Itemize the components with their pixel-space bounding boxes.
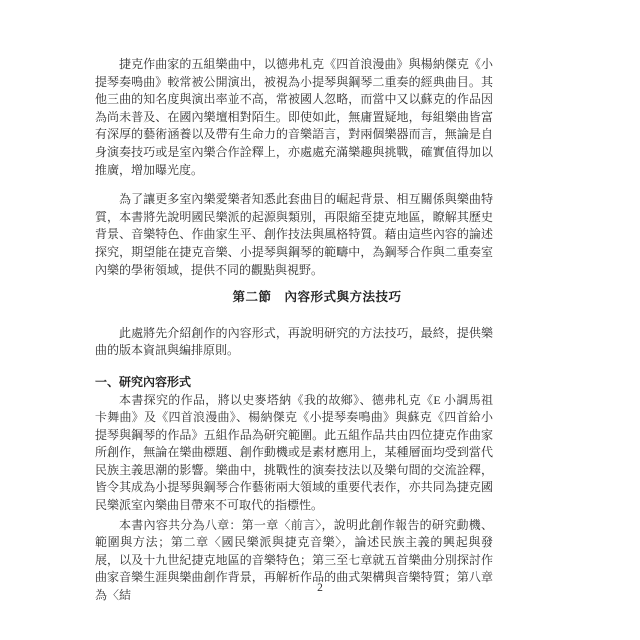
body-paragraph-3: 此處將先介紹創作的內容形式，再說明研究的方法技巧，最終，提供樂曲的版本資訊與編排原則。 [95, 325, 493, 358]
body-paragraph-2: 為了讓更多室內樂愛樂者知悉此套曲目的崛起背景、相互關係與樂曲特質，本書將先說明國民樂派的起源與類別，再限縮至捷克地區，瞭解其歷史背景、音樂特色、作曲家生平、創作技法與風格特質。藉由這些內容的論述探究，期望能在捷克音樂、小提琴與鋼琴的範疇中，為鋼琴合作與二重奏室內樂的學術領域，提供不同的觀點與視野。 [95, 192, 493, 277]
page-number: 2 [317, 582, 323, 594]
section-heading: 第二節 內容形式與方法技巧 [232, 290, 402, 305]
body-paragraph-4: 本書探究的作品，將以史麥塔納《我的故鄉》、德弗札克《E 小調馬祖卡舞曲》及《四首浪漫曲》、楊納傑克《小提琴奏鳴曲》與蘇克《四首給小提琴與鋼琴的作品》五組作品為研究範圍。此五組作品共由四位捷克作曲家所創作，無論在樂曲標題、創作動機或是素材應用上，某種層面均受到當代民族主義思潮的影響。樂曲中，挑戰性的演奏技法以及樂句間的交流詮釋，皆令其成為小提琴與鋼琴合作藝術兩大領域的重要代表作，亦共同為捷克國民樂派室內樂曲目帶來不可取代的指標性。 [95, 392, 493, 513]
subsection-heading: 一、研究內容形式 [95, 374, 192, 389]
body-paragraph-5: 本書內容共分為八章：第一章〈前言〉，說明此創作報告的研究動機、範圍與方法；第二章〈國民樂派與捷克音樂〉，論述民族主義的興起與發展，以及十九世紀捷克地區的音樂特色；第三至七章就五首樂曲分別探討作曲家音樂生涯與樂曲創作背景，再解析作品的曲式架構與音樂特質；第八章為〈結 [95, 517, 493, 603]
body-paragraph-1: 捷克作曲家的五組樂曲中，以德弗札克《四首浪漫曲》與楊納傑克《小提琴奏鳴曲》較常被公開演出，被視為小提琴與鋼琴二重奏的經典曲目。其他三曲的知名度與演出率並不高，常被國人忽略，而當中又以蘇克的作品因為尚未普及、在國內樂壇相對陌生。即使如此，無庸置疑地，每組樂曲皆富有深厚的藝術涵養以及帶有生命力的音樂語言，對兩個樂器而言，無論是自身演奏技巧或是室內樂合作詮釋上，亦處處充滿樂趣與挑戰，確實值得加以推廣，增加曝光度。 [95, 57, 493, 177]
text-content [95, 56, 493, 605]
